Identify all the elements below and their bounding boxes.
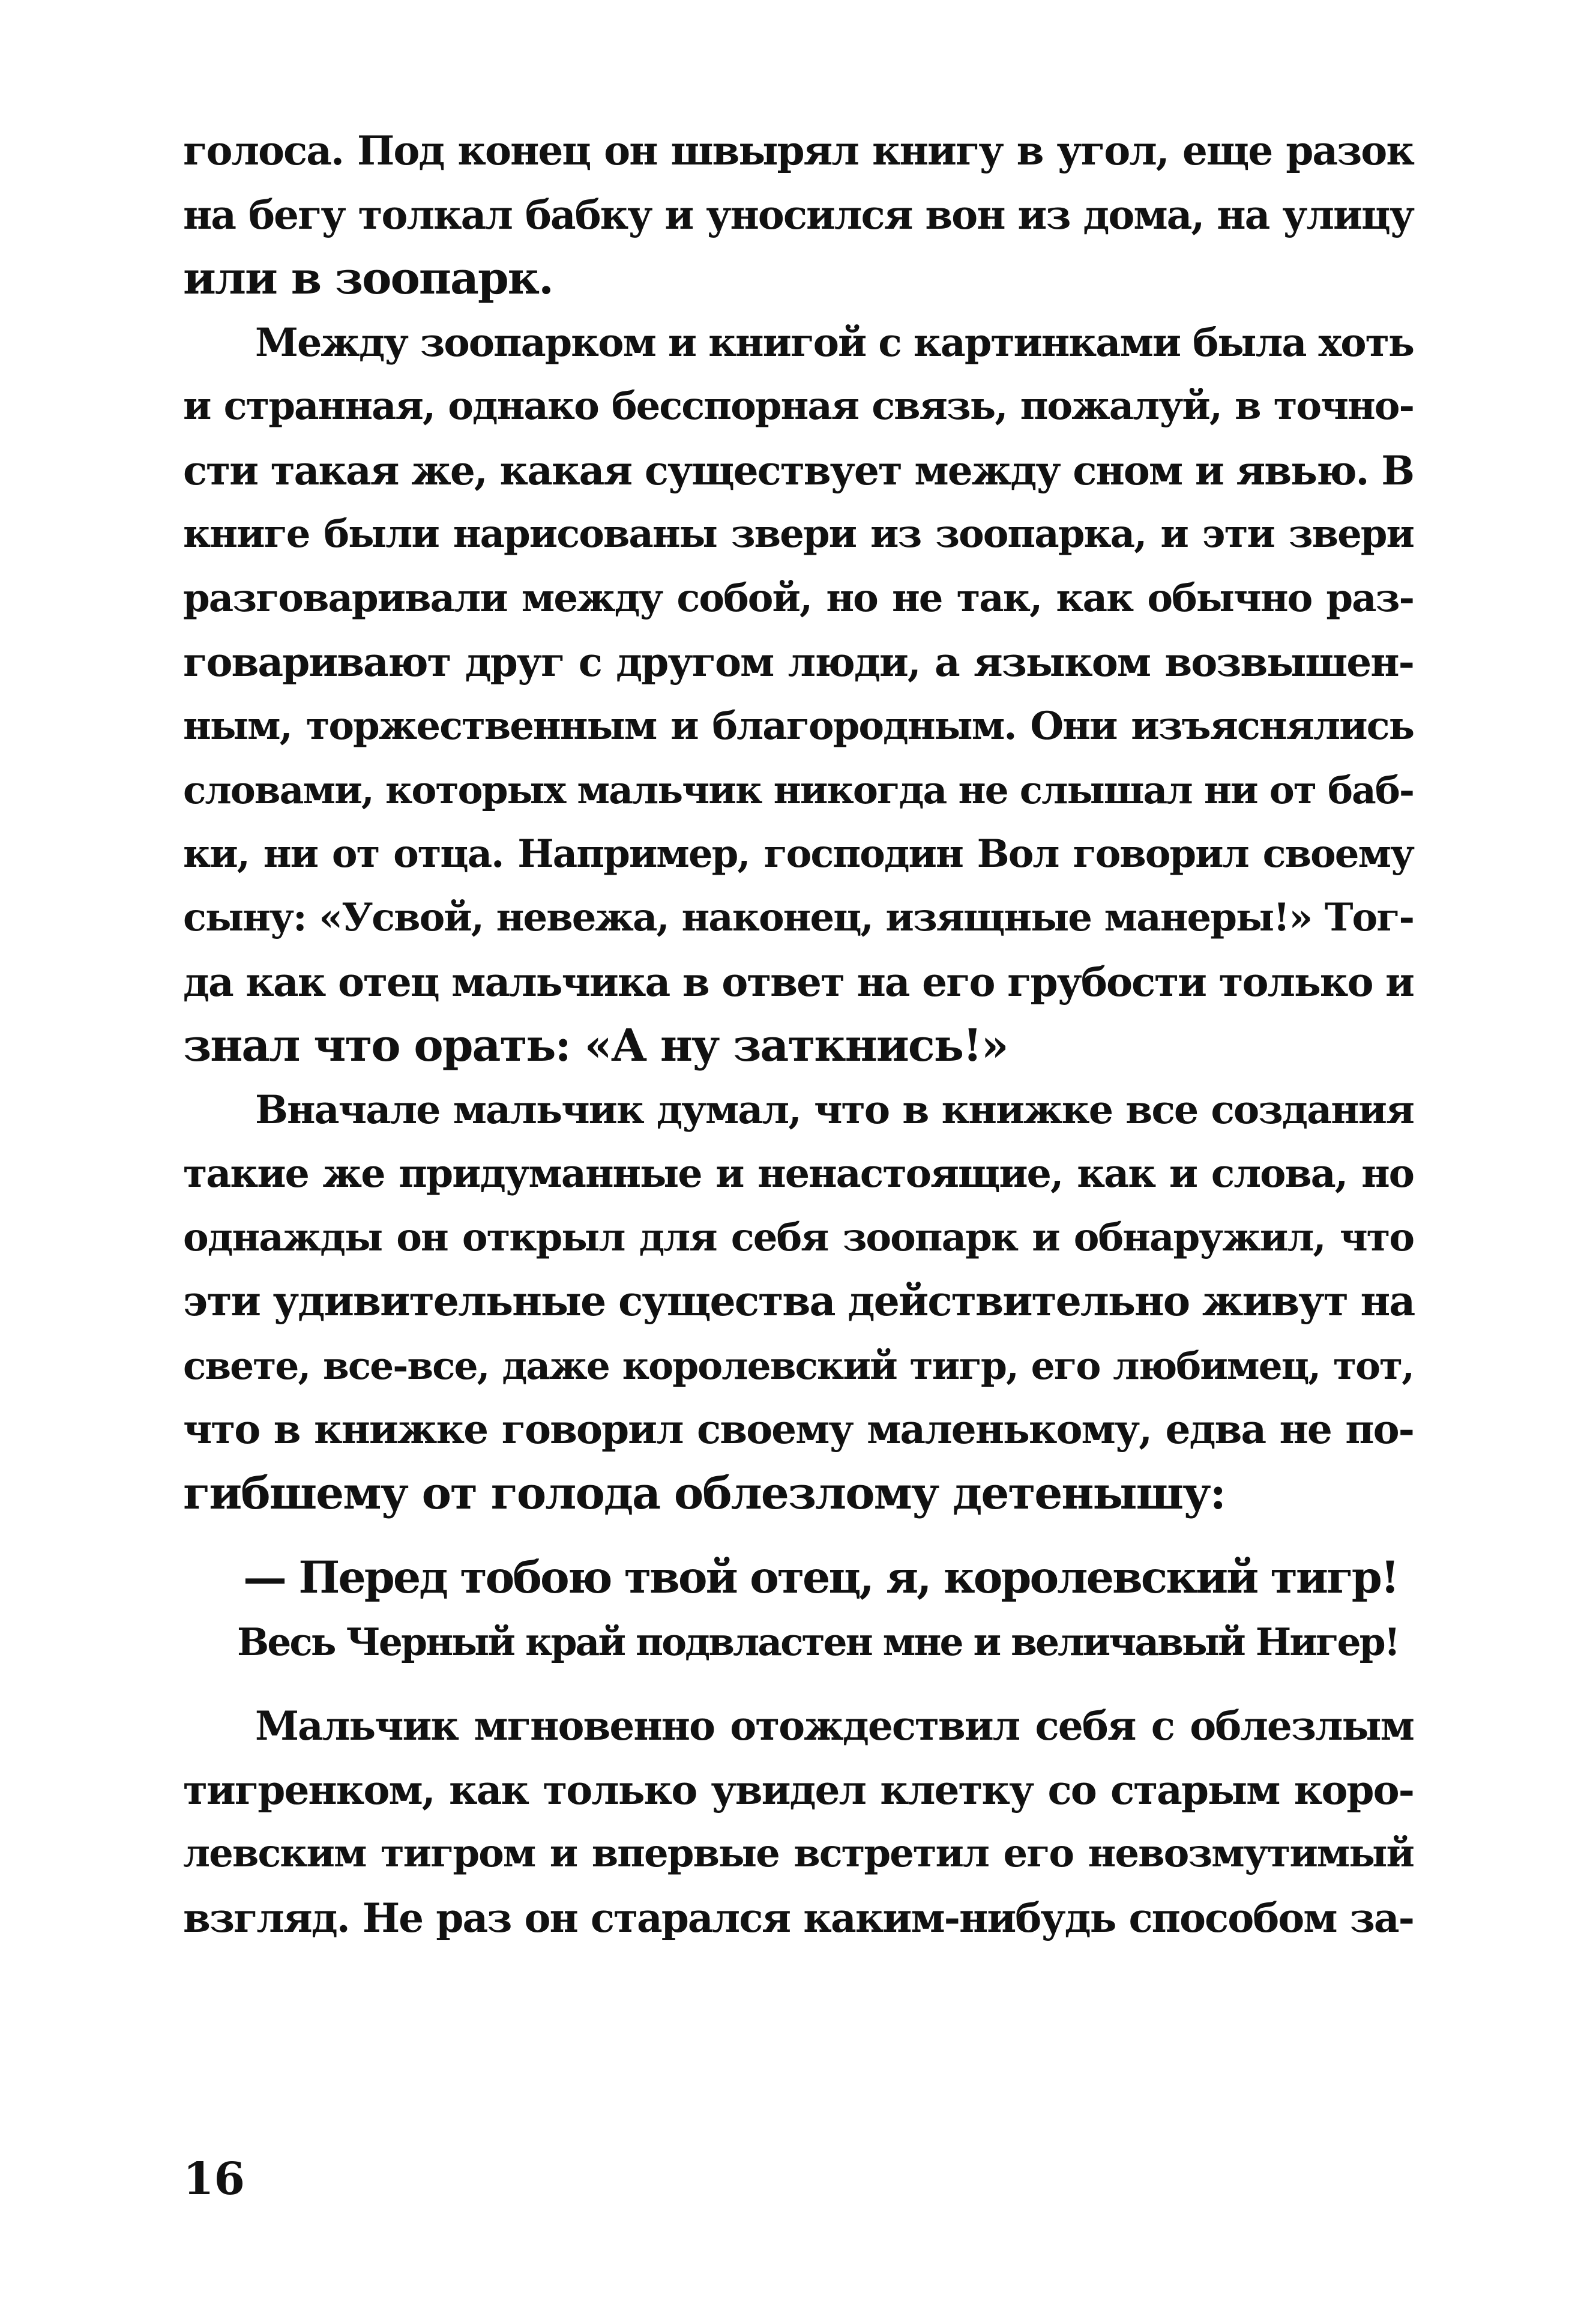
text-line: ки, ни от отца. Например, господин Вол говорил своему [183,831,1414,876]
text-line: сыну: «Усвой, невежа, наконец, изящные манеры!» Тог- [183,895,1414,940]
text-line: однажды он открыл для себя зоопарк и обнаружил, что [183,1214,1414,1260]
verse-quote [183,1546,1414,1674]
paragraph-2 [183,311,1414,1078]
verse-line: Весь Черный край подвластен мне и величавый Нигер! [237,1619,1399,1664]
text-line: эти удивительные существа действительно живут на [183,1277,1415,1325]
text-line: голоса. Под конец он швырял книгу в угол, еще разок [183,127,1414,174]
verse-line: — Перед тобою твой отец, я, королевский тигр! [243,1552,1398,1603]
page-body [183,119,1414,1950]
text-line: да как отец мальчика в ответ на его грубости только и [183,958,1414,1006]
text-line: тигренком, как только увидел клетку со старым коро- [183,1766,1414,1814]
text-line: на бегу толкал бабку и уносился вон из дома, на улицу [183,191,1414,238]
text-line: или в зоопарк. [183,253,553,304]
text-line: словами, которых мальчик никогда не слышал ни от баб- [183,768,1414,812]
paragraph-1 [183,119,1414,311]
text-line: знал что орать: «А ну заткнись!» [183,1020,1008,1072]
text-line: левским тигром и впервые встретил его невозмутимый [183,1831,1414,1876]
text-line: разговаривали между собой, но не так, как обычно раз- [183,575,1414,621]
text-line: гибшему от голода облезлому детенышу: [183,1467,1225,1519]
text-line: такие же придуманные и ненастоящие, как и слова, но [183,1151,1414,1196]
text-line: Между зоопарком и книгой с картинками была хоть [255,319,1414,366]
text-line: Вначале мальчик думал, что в книжке все создания [255,1087,1414,1133]
text-line: взгляд. Не раз он старался каким-нибудь способом за- [183,1894,1414,1941]
text-line: свете, все-все, даже королевский тигр, его любимец, тот, [183,1343,1414,1388]
text-line: и странная, однако бесспорная связь, пожалуй, в точно- [183,384,1414,429]
text-line: говаривают друг с другом люди, а языком возвышен- [183,639,1414,686]
text-line: сти такая же, какая существует между сном и явью. В [183,447,1414,494]
text-line: Мальчик мгновенно отождествил себя с облезлым [255,1702,1414,1749]
text-line: ным, торжественным и благородным. Они изъяснялись [183,703,1414,749]
page-number: 16 [183,2153,245,2205]
paragraph-3 [183,1078,1414,1526]
text-line: что в книжке говорил своему маленькому, едва не по- [183,1406,1414,1453]
paragraph-4 [183,1694,1414,1950]
text-line: книге были нарисованы звери из зоопарка, и эти звери [183,511,1414,556]
